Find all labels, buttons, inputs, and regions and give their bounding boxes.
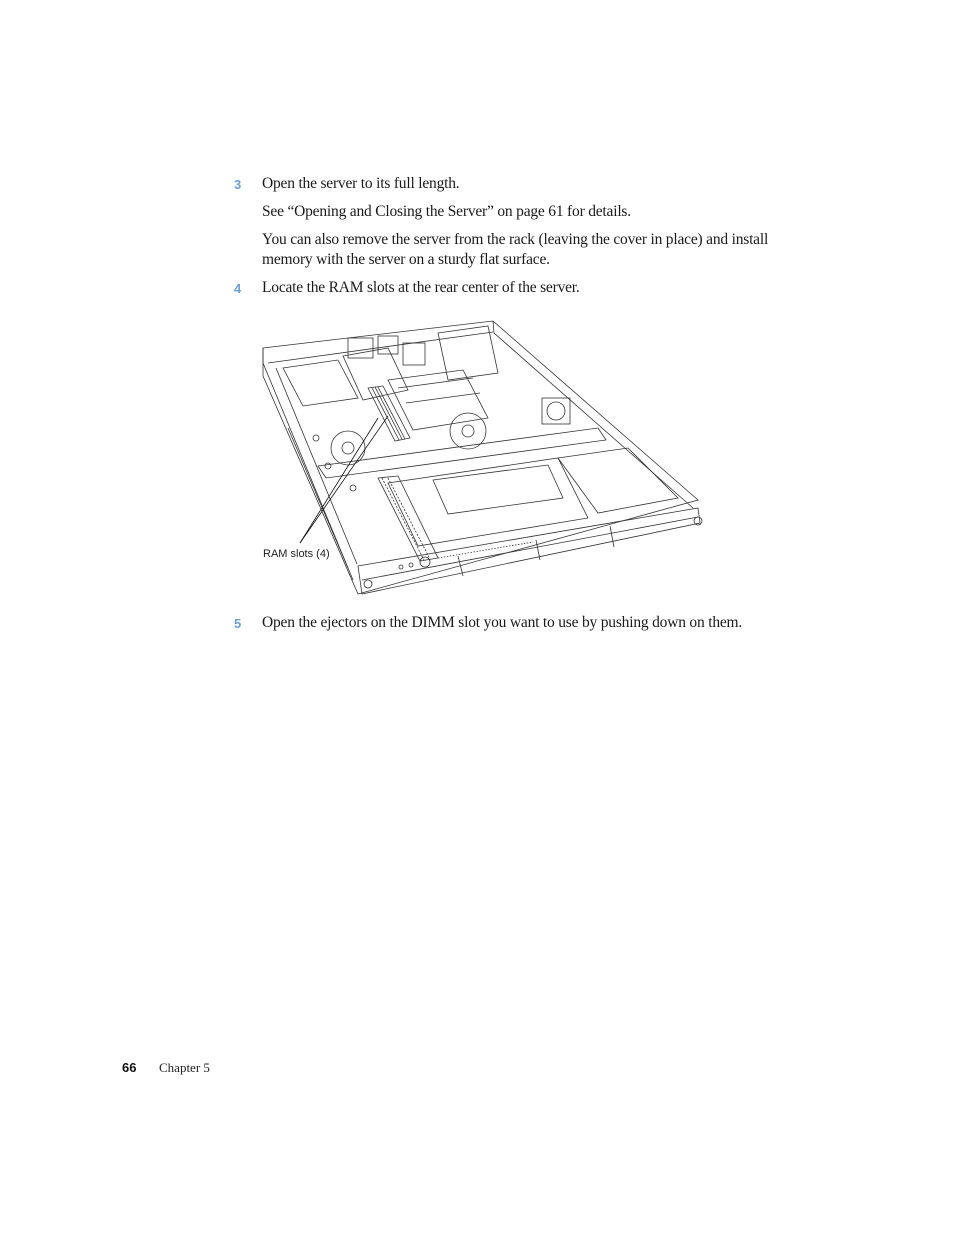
step-note: You can also remove the server from the rack (leaving the cover in place) and install memory with the server on a sturdy flat surface. — [262, 231, 769, 268]
step-instruction: Locate the RAM slots at the rear center of the server. — [262, 279, 580, 296]
step-number: 4 — [234, 281, 242, 296]
step-instruction: Open the server to its full length. — [262, 175, 460, 192]
chapter-label: Chapter 5 — [159, 1060, 210, 1075]
step-instruction: Open the ejectors on the DIMM slot you want to use by pushing down on them. — [262, 614, 743, 631]
step-number: 5 — [234, 616, 242, 631]
ram-slots-callout: RAM slots (4) — [263, 548, 330, 560]
page-number: 66 — [122, 1060, 137, 1075]
step-note: See “Opening and Closing the Server” on page 61 for details. — [262, 203, 631, 220]
step-number: 3 — [234, 177, 242, 192]
